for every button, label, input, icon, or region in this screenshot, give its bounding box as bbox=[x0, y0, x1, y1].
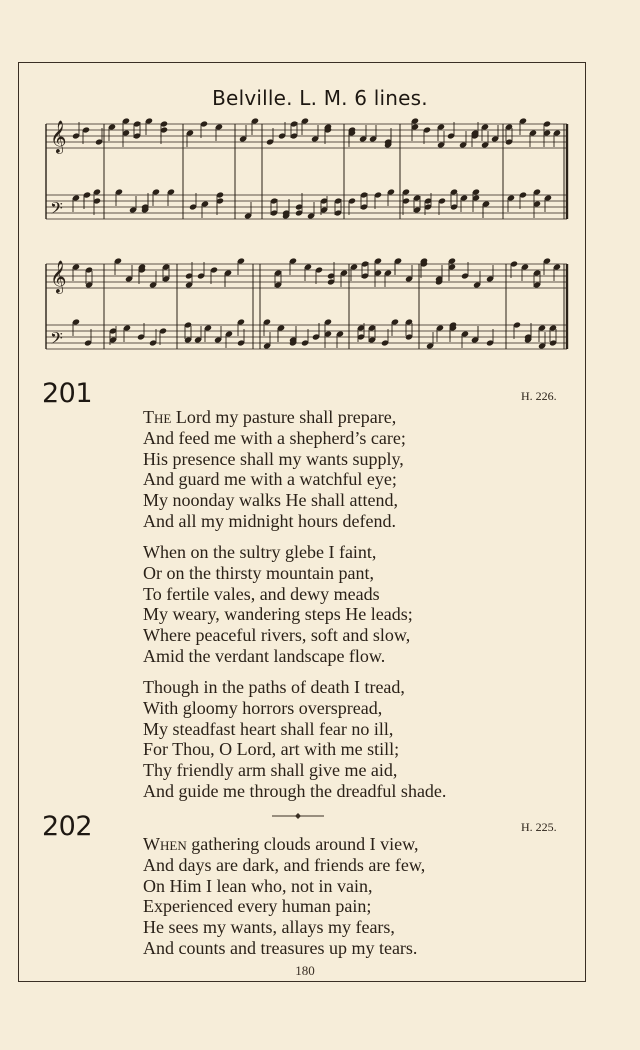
verse-line: Though in the paths of death I tread, bbox=[143, 677, 405, 697]
verse-line: Experienced every human pain; bbox=[143, 896, 372, 917]
verse-line: And days are dark, and friends are few, bbox=[143, 854, 426, 875]
page-number: 180 bbox=[295, 963, 315, 978]
music-score bbox=[0, 0, 640, 380]
verse-line: Thy friendly arm shall give me aid, bbox=[143, 760, 398, 781]
hymn-reference: H. 225. bbox=[521, 820, 557, 834]
hymn-reference: H. 226. bbox=[521, 389, 557, 403]
verse-line: His presence shall my wants supply, bbox=[143, 448, 404, 469]
verse-line: The Lord my pasture shall prepare, bbox=[143, 407, 397, 427]
verse-line: For Thou, O Lord, art with me still; bbox=[143, 739, 400, 760]
verse-line: My weary, wandering steps He leads; bbox=[143, 604, 413, 625]
first-word: When bbox=[143, 834, 187, 854]
verse-line: When on the sultry glebe I faint, bbox=[143, 542, 377, 562]
tune-title: Belville. L. M. 6 lines. bbox=[212, 86, 428, 110]
first-word: The bbox=[143, 407, 172, 427]
verse-line: Amid the verdant landscape flow. bbox=[143, 645, 386, 666]
section-divider bbox=[270, 812, 326, 820]
verse-line: And all my midnight hours defend. bbox=[143, 510, 396, 531]
stanza bbox=[143, 834, 425, 959]
stanza bbox=[143, 407, 406, 532]
verse-line: He sees my wants, allays my fears, bbox=[143, 917, 395, 938]
verse-line: Where peaceful rivers, soft and slow, bbox=[143, 625, 411, 646]
verse-line: And counts and treasures up my tears. bbox=[143, 937, 418, 958]
verse-line: My steadfast heart shall fear no ill, bbox=[143, 718, 394, 739]
verse-line: My noonday walks He shall attend, bbox=[143, 490, 398, 511]
verse-line: To fertile vales, and dewy meads bbox=[143, 583, 380, 604]
treble-clef: 𝄞 bbox=[50, 260, 67, 293]
bass-clef: 𝄢 bbox=[50, 328, 63, 352]
treble-clef: 𝄞 bbox=[50, 120, 67, 153]
stanza bbox=[143, 542, 413, 667]
verse-line: And guide me through the dreadful shade. bbox=[143, 780, 447, 801]
hymn-number: 202 bbox=[42, 811, 93, 842]
verse-line: With gloomy horrors overspread, bbox=[143, 697, 383, 718]
stanza bbox=[143, 677, 446, 802]
verse-line: On Him I lean who, not in vain, bbox=[143, 875, 373, 896]
verse-line: And feed me with a shepherd’s care; bbox=[143, 427, 406, 448]
verse-line: When gathering clouds around I view, bbox=[143, 834, 419, 854]
verse-line: And guard me with a watchful eye; bbox=[143, 469, 397, 490]
bass-clef: 𝄢 bbox=[50, 198, 63, 222]
hymn-number: 201 bbox=[42, 378, 93, 409]
verse-line: Or on the thirsty mountain pant, bbox=[143, 562, 374, 583]
